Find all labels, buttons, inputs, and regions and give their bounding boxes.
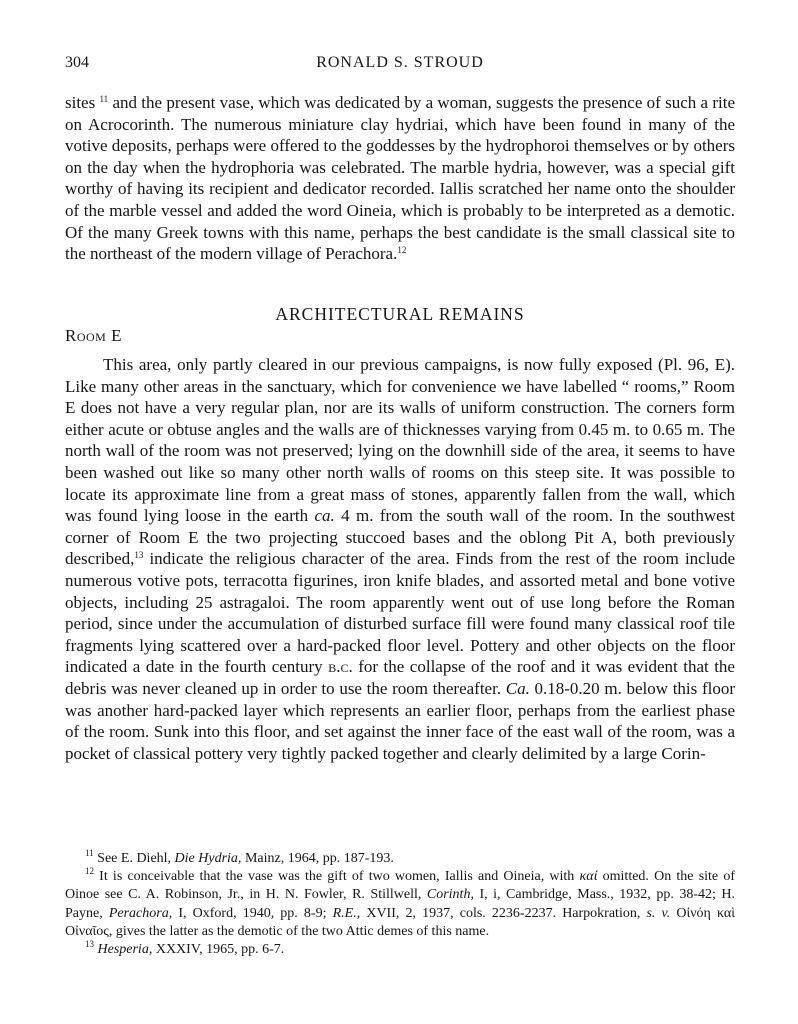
running-head-author: RONALD S. STROUD	[316, 54, 484, 71]
footnote-12-re: R.E.,	[332, 905, 361, 921]
footnote-13-text-a: XXXIV, 1965, pp. 6-7.	[152, 942, 285, 958]
footnote-ref-11: 11	[99, 94, 109, 104]
footnote-11	[65, 850, 735, 868]
footnote-12-text-c: I, i, Cambridge, Mass., 1932, pp. 38-42; H. Payne,	[65, 887, 735, 921]
main-ca-2: Ca.	[505, 678, 530, 698]
footnote-ref-12: 12	[397, 245, 407, 256]
subheading-room-e: Room E	[65, 326, 122, 345]
footnote-12-sv: s. v.	[646, 905, 671, 921]
main-bc: b.c.	[328, 657, 353, 677]
intro-paragraph	[65, 92, 735, 265]
footnote-13-number: 13	[85, 939, 94, 950]
footnote-12-text-e: XVII, 2, 1937, cols. 2236-2237. Harpokration,	[360, 905, 647, 921]
footnote-12-text-d: I, Oxford, 1940, pp. 8-9;	[172, 905, 333, 921]
intro-text-1: sites	[65, 93, 96, 112]
main-text-4: for the collapse of the roof and it was evident that the debris was never cleaned up in order to use the room thereafter.	[65, 657, 735, 698]
main-text-3: indicate the religious character of the area. Finds from the rest of the room include numerous votive pots, terracotta figurines, iron knife blades, and assorted metal and bone votive objects, including 25 astragaloi. The room apparently went out of use long before the Roman period, since under the accumulation of disturbed surface fill were found many classical roof tile fragments lying scattered over a hard-packed floor level. Pottery and other objects on the floor indicated a date in the fourth century	[65, 549, 735, 677]
page-number: 304	[65, 54, 89, 71]
footnote-12-perachora: Perachora,	[108, 905, 173, 921]
footnote-12-text-f: gives the latter as the demotic of the two Attic demes of this name.	[112, 923, 490, 939]
footnote-11-text-a: See E. Diehl,	[93, 851, 175, 866]
footnote-11-title: Die Hydria,	[174, 851, 242, 866]
footnote-11-text-b: Mainz, 1964, pp. 187-193.	[241, 851, 394, 866]
footnote-12-number: 12	[85, 866, 94, 877]
footnotes	[65, 850, 735, 959]
room-e-paragraph	[65, 354, 735, 764]
footnote-ref-13: 13	[134, 550, 144, 561]
footnote-12-corinth: Corinth,	[426, 887, 474, 903]
footnote-13	[65, 941, 735, 959]
footnote-12	[65, 868, 735, 941]
footnote-12-greek-kai: καί	[579, 869, 598, 885]
footnote-11-number: 11	[85, 848, 94, 858]
main-ca-1: ca.	[314, 506, 335, 526]
main-text-2: 4 m. from the south wall of the room. In the southwest corner of Room E the two projecting stuccoed bases and the oblong Pit A, both previously described,	[65, 506, 736, 569]
footnote-12-text-b: omitted. On the site of Oinoe see C. A. Robinson, Jr., in H. N. Fowler, R. Stillwell,	[65, 869, 735, 903]
footnote-12-greek: Οἰνόη καὶ Οἰναῖος,	[65, 905, 736, 939]
section-heading: ARCHITECTURAL REMAINS	[275, 304, 525, 324]
main-text-5: 0.18-0.20 m. below this floor was another hard-packed layer which represents an earlier floor, perhaps from the earliest phase of the room. Sunk into this floor, and set against the inner face of the east wall of the room, was a pocket of classical pottery very tightly packed together and clearly delimited by a large Corin-	[65, 678, 735, 763]
footnote-13-title: Hesperia,	[97, 942, 153, 958]
main-text-1: This area, only partly cleared in our previous campaigns, is now fully exposed (Pl. 96, E). Like many other areas in the sanctuary, which for convenience we have labelled “ rooms,” Room E does not have a very regular plan, nor are its walls of uniform construction. The corners form either acute or obtuse angles and the walls are of thicknesses varying from 0.45 m. to 0.65 m. The north wall of the room was not preserved; lying on the downhill side of the area, it seems to have been washed out like so many other north walls of rooms on this steep site. It was possible to locate its approximate line from a great mass of stones, apparently fallen from the wall, which was found lying loose in the earth	[65, 355, 735, 526]
intro-text-2: and the present vase, which was dedicated by a woman, suggests the presence of such a rite on Acrocorinth. The numerous miniature clay hydriai, which have been found in many of the votive deposits, perhaps were offered to the goddesses by the hydrophoroi themselves or by others on the day when the hydrophoria was celebrated. The marble hydria, however, was a special gift worthy of having its recipient and dedicator recorded. Iallis scratched her name onto the shoulder of the marble vessel and added the word Oineia, which is probably to be interpreted as a demotic. Of the many Greek towns with this name, perhaps the best candidate is the small classical site to the northeast of the modern village of Perachora.	[65, 93, 735, 264]
footnote-12-text-a: It is conceivable that the vase was the gift of two women, Iallis and Oineia, with	[94, 869, 580, 885]
running-head	[65, 54, 735, 76]
